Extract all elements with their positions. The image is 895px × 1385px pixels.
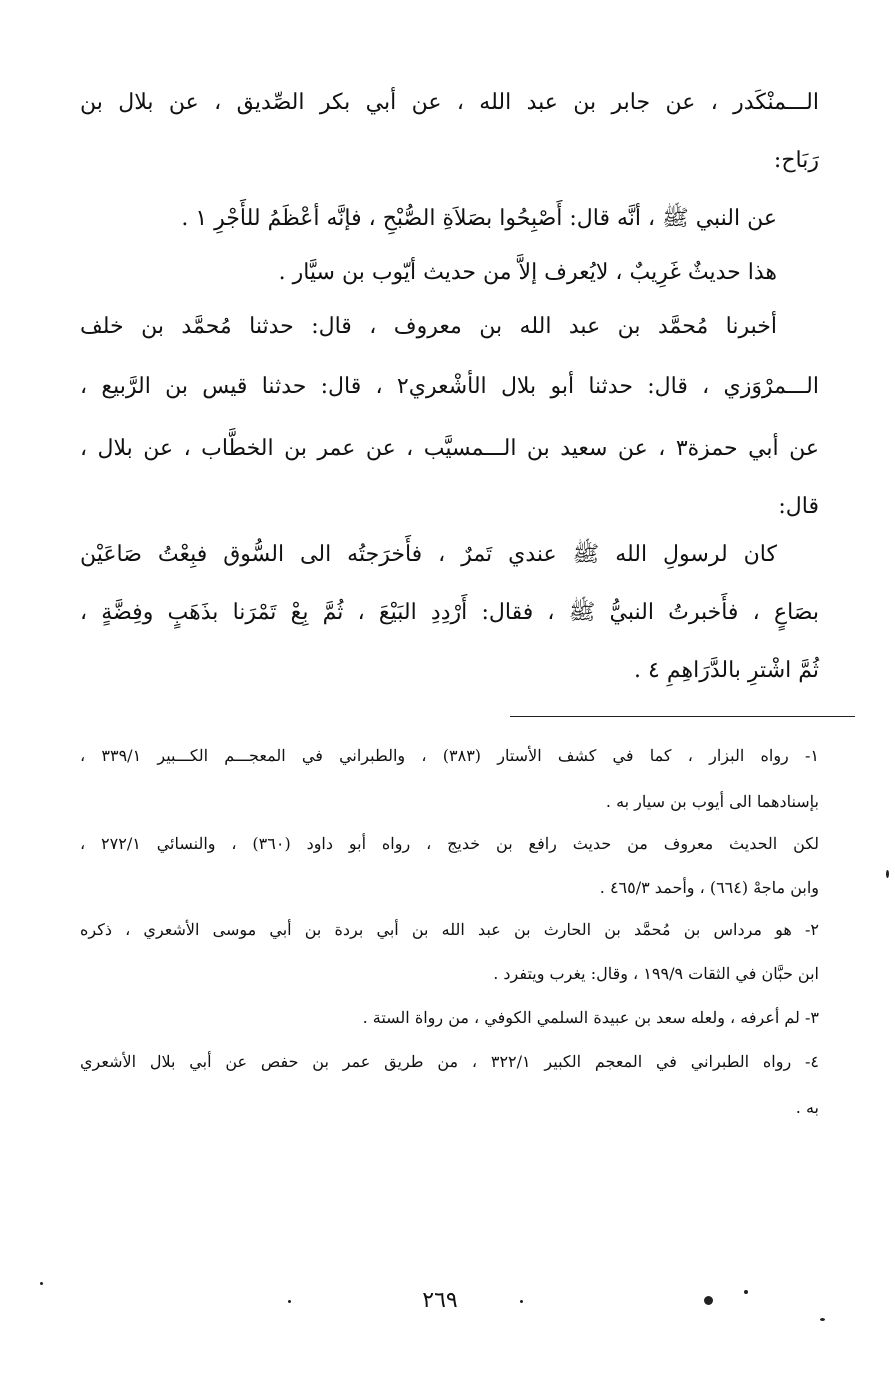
text-line-4: هذا حديثٌ غَرِيبٌ ، لايُعرف إلاَّ من حديث أيّوب بن سيَّار . [278, 260, 777, 285]
scan-speck [886, 870, 889, 878]
footnote-1-line-2: بإسنادهما الى أيوب بن سيار به . [605, 792, 819, 811]
footnote-1-line-1: ١- رواه البزار ، كما في كشف الأستار (٣٨٣) ، والطبراني في المعجـــم الكـــبير ٣٣٩/١ ، [80, 746, 820, 765]
text-line-7: عن أبي حمزة٣ ، عن سعيد بن الـــمسيَّب ، عن عمر بن الخطَّاب ، عن بلال ، [80, 436, 819, 461]
scan-speck [820, 1318, 825, 1321]
text-line-5: أخبرنا مُحمَّد بن عبد الله بن معروف ، قال: حدثنا مُحمَّد بن خلف [80, 314, 777, 339]
scan-speck [40, 1282, 43, 1285]
footnote-2-line-1: ٢- هو مرداس بن مُحمَّد بن الحارث بن عبد الله بن أبي بردة بن أبي موسى الأشعري ، ذكره [80, 920, 819, 939]
scan-speck [288, 1300, 291, 1303]
scan-speck [520, 1300, 523, 1303]
text-line-2: رَبَاح: [773, 148, 819, 173]
footnote-3: ٣- لم أعرفه ، ولعله سعد بن عبيدة السلمي الكوفي ، من رواة الستة . [362, 1008, 819, 1027]
footnote-2-line-2: ابن حبَّان في الثقات ١٩٩/٩ ، وقال: يغرب ويتفرد . [493, 964, 819, 983]
text-line-10: بصَاعٍ ، فأَخبرتُ النبيُّ ﷺ ، فقال: أَرْدِدِ البَيْعَ ، ثُمَّ بِعْ تَمْرَنا بذَهَبٍ وفِضَّةٍ ، [80, 600, 819, 625]
scan-speck [744, 1290, 748, 1294]
footnote-4-line-2: به . [795, 1098, 819, 1117]
text-line-3: عن النبي ﷺ ، أنَّه قال: أَصْبِحُوا بصَلاَةِ الصُّبْحِ ، فإنَّه أعْظَمُ للأَجْرِ ١ . [181, 206, 777, 231]
footnote-separator [510, 716, 855, 717]
text-line-9: كان لرسولِ الله ﷺ عندي تَمرٌ ، فأَخرَجتُه الى السُّوق فبِعْتُ صَاعَيْن [80, 542, 777, 567]
text-line-1: الـــمنْكَدر ، عن جابر بن عبد الله ، عن أبي بكر الصِّديق ، عن بلال بن [80, 90, 819, 115]
footnote-1-line-3: لكن الحديث معروف من حديث رافع بن خديج ، رواه أبو داود (٣٦٠) ، والنسائي ٢٧٢/١ ، [80, 834, 820, 853]
text-line-8: قال: [778, 494, 819, 519]
page-number: ٢٦٩ [422, 1288, 458, 1313]
scan-speck [704, 1296, 713, 1305]
footnote-4-line-1: ٤- رواه الطبراني في المعجم الكبير ٣٢٢/١ ، من طريق عمر بن حفص عن أبي بلال الأشعري [80, 1052, 819, 1071]
text-line-6: الـــمرْوَزي ، قال: حدثنا أبو بلال الأشْعري٢ ، قال: حدثنا قيس بن الرَّبيع ، [80, 374, 819, 399]
footnote-1-line-4: وابن ماجهْ (٦٦٤) ، وأحمد ٤٦٥/٣ . [599, 878, 819, 897]
text-line-11: ثُمَّ اشْترِ بالدَّرَاهِمِ ٤ . [634, 658, 819, 683]
